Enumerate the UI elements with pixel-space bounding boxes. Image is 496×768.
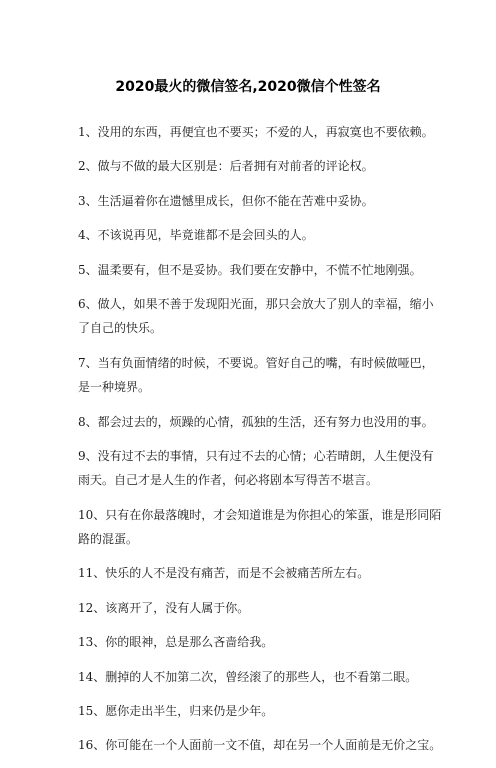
- list-item-line: 7、当有负面情绪的时候，不要说。管好自己的嘴，有时候做哑巴，: [78, 355, 434, 370]
- list-item-line: 路的混蛋。: [78, 532, 139, 547]
- list-item-line: 2、做与不做的最大区别是：后者拥有对前者的评论权。: [78, 159, 374, 174]
- list-item: [78, 258, 434, 282]
- list-item: [78, 189, 434, 213]
- list-item-line: 9、没有过不去的事情，只有过不去的心情；心若晴朗，人生便没有: [78, 448, 434, 463]
- list-item-line: 3、生活逼着你在遗憾里成长，但你不能在苦难中妥协。: [78, 193, 374, 208]
- list-item-line: 8、都会过去的，烦躁的心情，孤独的生活，还有努力也没用的事。: [78, 414, 434, 429]
- list-item-line: 10、只有在你最落魄时，才会知道谁是为你担心的笨蛋，谁是形同陌: [78, 507, 442, 522]
- list-item: [78, 292, 434, 341]
- list-item-line: 16、你可能在一个人面前一文不值，却在另一个人面前是无价之宝。: [78, 738, 442, 753]
- list-item-line: 14、删掉的人不加第二次，曾经滚了的那些人，也不看第二眼。: [78, 669, 418, 684]
- list-item: [78, 154, 434, 178]
- list-item-line: 11、快乐的人不是没有痛苦，而是不会被痛苦所左右。: [78, 566, 370, 581]
- list-item-line: 5、温柔要有，但不是妥协。我们要在安静中，不慌不忙地刚强。: [78, 262, 422, 277]
- list-item-line: 了自己的快乐。: [78, 321, 163, 336]
- list-item: [78, 699, 434, 723]
- list-item-line: 12、该离开了，没有人属于你。: [78, 600, 250, 615]
- list-item-line: 雨天。自己才是人生的作者，何必将剧本写得苦不堪言。: [78, 473, 379, 488]
- list-item: [78, 733, 442, 757]
- list-item-line: 6、做人，如果不善于发现阳光面，那只会放大了别人的幸福，缩小: [78, 296, 434, 311]
- list-item: [78, 410, 434, 434]
- list-item: [78, 444, 434, 493]
- list-item: [78, 503, 442, 552]
- list-item-line: 1、没用的东西，再便宜也不要买；不爱的人，再寂寞也不要依赖。: [78, 125, 434, 139]
- list-item: [78, 561, 434, 585]
- quote-list: [78, 120, 442, 768]
- list-item: [78, 223, 434, 247]
- list-item-line: 4、不该说再见，毕竟谁都不是会回头的人。: [78, 228, 314, 243]
- list-item: [78, 596, 434, 620]
- list-item-line: 是一种境界。: [78, 380, 151, 395]
- list-item: [78, 665, 434, 689]
- list-item: [78, 120, 434, 144]
- list-item-line: 15、愿你走出半生，归来仍是少年。: [78, 704, 274, 719]
- page-title: 2020最火的微信签名,2020微信个性签名: [115, 79, 381, 95]
- list-item: [78, 630, 434, 654]
- list-item: [78, 351, 434, 400]
- list-item-line: 13、你的眼神，总是那么吝啬给我。: [78, 635, 274, 650]
